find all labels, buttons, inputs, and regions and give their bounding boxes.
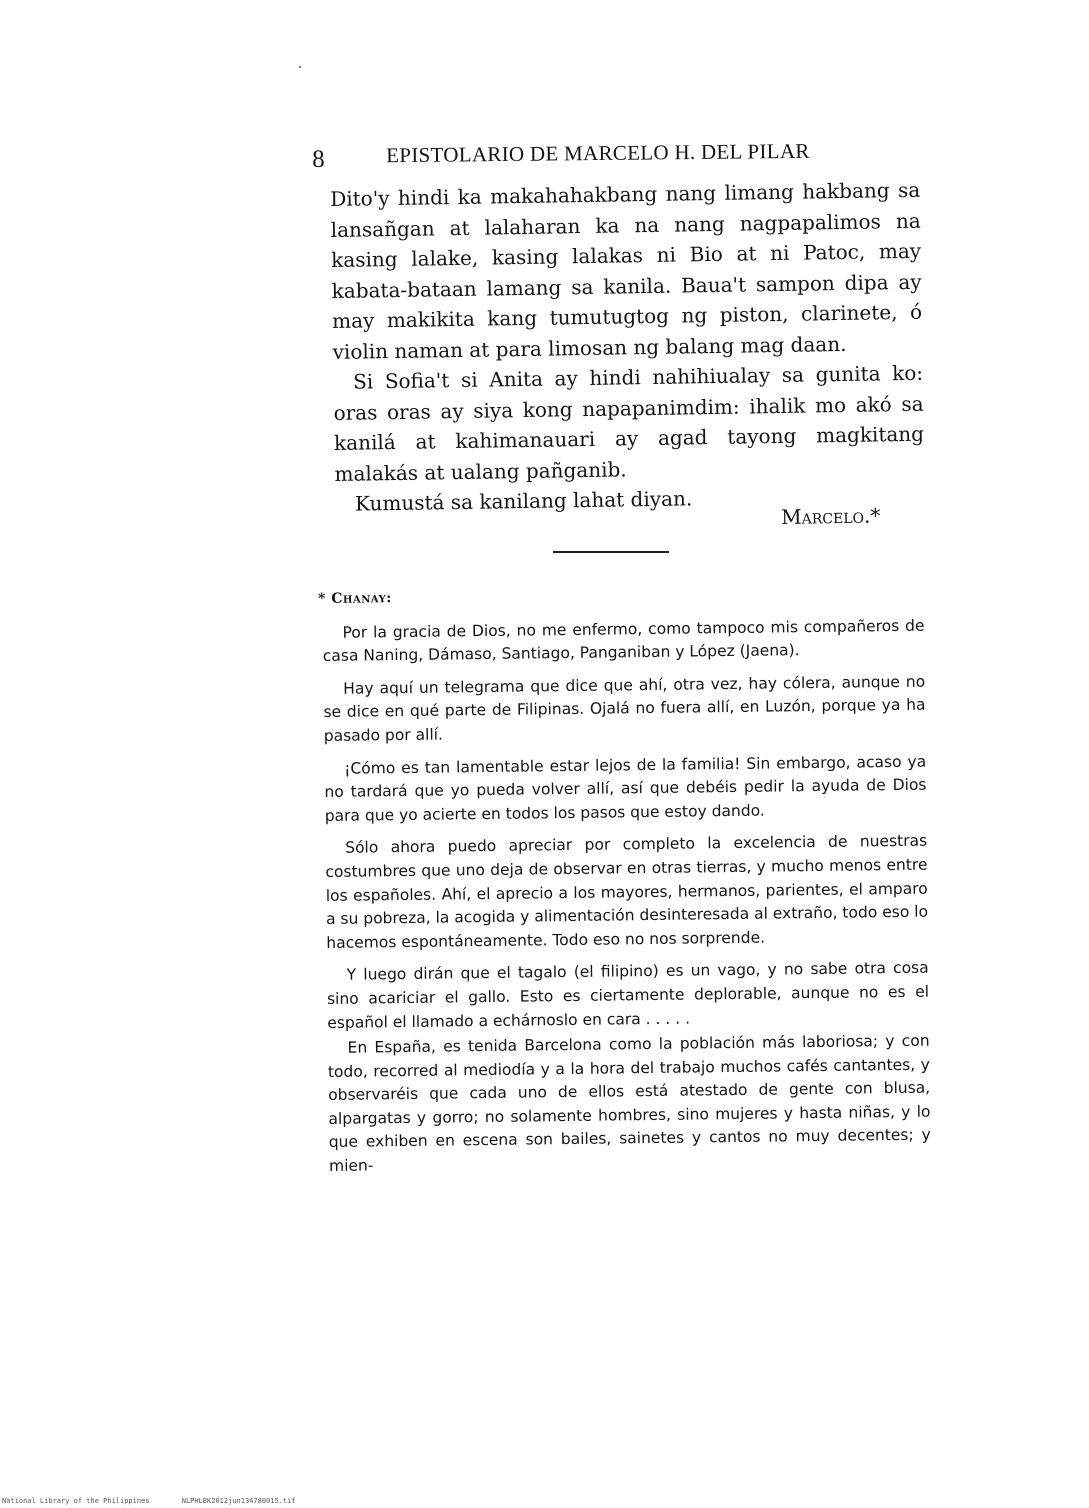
letter-signature: Marcelo.* — [781, 503, 881, 529]
footer-file-id: NLPHLBK2012jun134780015.tif — [181, 1497, 296, 1505]
letter-paragraph: Si Sofia't si Anita ay hindi nahihiualay sa gunita ko: oras oras ay siya kong napapanimdim: ihalik mo akó sa kanilá at kahimanauari ay agad tayong magkitang malakás at ualang pañganib. — [333, 360, 925, 486]
letter-body — [330, 175, 925, 520]
letter-paragraph: Kumustá sa kanilang lahat diyan. — [354, 486, 693, 516]
footnote-paragraph: Sólo ahora puedo apreciar por completo la excelencia de nuestras costumbres que uno deja de observar en otras tierras, y mucho menos entre los españoles. Ahí, el aprecio a los mayores, hermanos, parientes, el amparo a su pobreza, la acogida y alimentación desinteresada al extraño, todo eso lo hacemos espontáneamente. Todo eso no nos sorprende. — [325, 831, 929, 952]
running-title: EPISTOLARIO DE MARCELO H. DEL PILAR — [386, 138, 810, 168]
footer-library: National Library of the Philippines — [2, 1497, 150, 1505]
footnote-paragraph: Y luego dirán que el tagalo (el filipino) es un vago, y no sabe otra cosa sino acariciar el gallo. Esto es ciertamente deplorable, aunque no es el español el llamado a echárnoslo en cara . . . . . — [326, 958, 930, 1032]
page-header — [312, 134, 932, 173]
footnote-separator — [553, 551, 669, 553]
letter-paragraph: Dito'y hindi ka makahahakbang nang limang hakbang sa lansañgan at lalaharan ka na nang nagpapalimos na kasing lalake, kasing lalakas ni Bio at ni Patoc, may kabata-bataan lamang sa kanila. Baua't sampon dipa ay may makikita kang tumutugtog ng piston, clarinete, ó violin naman at para limosan ng balang mag daan. — [330, 177, 923, 364]
footnote — [318, 581, 931, 1188]
footnote-paragraph: Hay aquí un telegrama que dice que ahí, otra vez, hay cólera, aunque no se dice en qué parte de Filipinas. Ojalá no fuera allí, en Luzón, porque ya ha pasado por allí. — [323, 672, 926, 745]
footnote-paragraph: Por la gracia de Dios, no me enfermo, como tampoco mis compañeros de casa Naning, Dámaso, Santiago, Panganiban y López (Jaena). — [322, 616, 925, 666]
footnote-paragraph: En España, es tenida Barcelona como la población más laboriosa; y con todo, recorred al mediodía y a la hora del trabajo muchos cafés cantantes, y observaréis que cada uno de ellos está atestado de gente con blusa, alpargatas y gorro; no solamente hombres, sino mujeres y hasta niñas, y lo que exhiben en escena son bailes, sainetes y cantos no muy decentes; y mien- — [327, 1031, 931, 1176]
scan-speck — [299, 66, 301, 68]
page-number: 8 — [312, 145, 325, 173]
scan-footer — [2, 1497, 324, 1505]
footnote-label: * Chanay: — [318, 590, 392, 608]
footnote-paragraph: ¡Cómo es tan lamentable estar lejos de la familia! Sin embargo, acaso ya no tardará que yo pueda volver allí, así que debéis pedir la ayuda de Dios para que yo acierte en todos los pasos que estoy dando. — [324, 752, 927, 825]
